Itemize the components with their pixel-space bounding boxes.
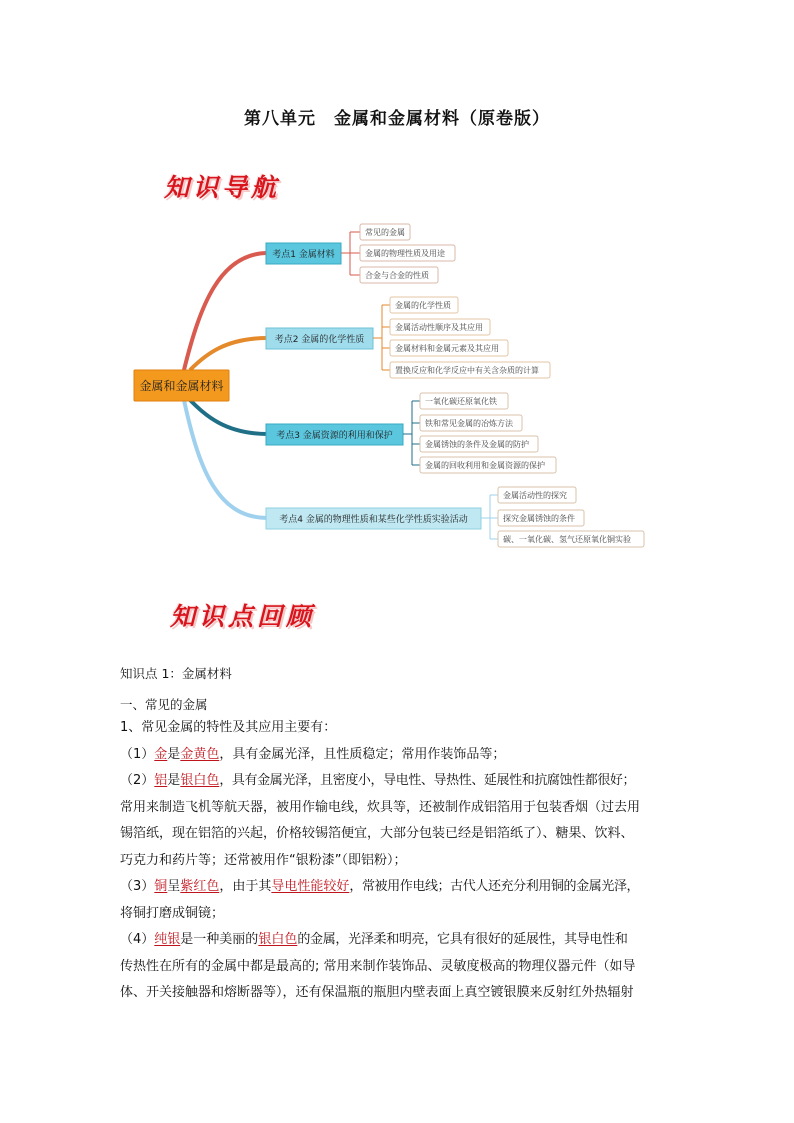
paragraph-line: 锡箔纸，现在铝箔的兴起，价格较锡箔便宜，大部分包装已经是铝箔纸了）、糖果、饮料、 bbox=[120, 826, 634, 841]
branch-connector-1 bbox=[184, 253, 268, 370]
highlight-term: 纯银 bbox=[154, 932, 181, 947]
branch-connector-4 bbox=[184, 400, 268, 518]
section-heading: 一、常见的金属 bbox=[120, 697, 208, 712]
subtopic-label: 金属材料和金属元素及其应用 bbox=[395, 344, 499, 353]
text-run: 是一种美丽的 bbox=[180, 932, 259, 947]
text-run: （1） bbox=[120, 746, 155, 762]
content-body bbox=[120, 715, 680, 1007]
subtopic-label: 铁和常见金属的冶炼方法 bbox=[425, 419, 513, 428]
highlight-term: 银白色 bbox=[180, 773, 220, 788]
subtopic-label: 碳、一氧化碳、氢气还原氧化铜实验 bbox=[503, 535, 631, 544]
paragraph-line: 常用来制造飞机等航天器，被用作输电线，炊具等，还被制作成铝箔用于包装香烟（过去用 bbox=[120, 799, 641, 815]
subtopic-label: 探究金属锈蚀的条件 bbox=[503, 514, 575, 523]
highlight-term: 紫红色 bbox=[180, 879, 220, 894]
text-run: 是 bbox=[167, 773, 181, 788]
highlight-term: 金黄色 bbox=[180, 746, 220, 762]
text-run: ，常被用作电线；古代人还充分利用铜的金属光泽， bbox=[349, 879, 640, 894]
highlight-term: 铝 bbox=[154, 773, 168, 788]
subtopic-label: 金属活动性顺序及其应用 bbox=[395, 323, 483, 332]
subtopic-label: 合金与合金的性质 bbox=[365, 271, 429, 280]
mind-map bbox=[0, 215, 794, 555]
subtopic-label: 常见的金属 bbox=[365, 228, 405, 237]
highlight-term: 金 bbox=[154, 746, 168, 762]
paragraph-silver bbox=[120, 927, 680, 954]
topic-label-3: 考点3 金属资源的利用和保护 bbox=[276, 431, 393, 441]
paragraph-line: 传热性在所有的金属中都是最高的; 常用来制作装饰品、灵敏度极高的物理仪器元件（如导 bbox=[120, 958, 636, 974]
paragraph-line: 将铜打磨成铜镜； bbox=[120, 905, 225, 921]
highlight-term: 铜 bbox=[154, 879, 168, 894]
text-run: （2） bbox=[120, 773, 155, 788]
text-run: 的金属，光泽柔和明亮，它具有很好的延展性，其导电性和 bbox=[297, 932, 628, 947]
intro-line: 1、常见金属的特性及其应用主要有： bbox=[120, 720, 337, 735]
topic-label-4: 考点4 金属的物理性质和某些化学性质实验活动 bbox=[279, 515, 468, 525]
text-run: （4） bbox=[120, 932, 155, 947]
paragraph-copper bbox=[120, 874, 680, 901]
paragraph-aluminum bbox=[120, 768, 680, 795]
subtopic-label: 置换反应和化学反应中有关含杂质的计算 bbox=[395, 366, 539, 375]
knowledge-review-banner: 知识点回顾 bbox=[170, 602, 316, 631]
subtopic-label: 金属的化学性质 bbox=[395, 301, 451, 310]
subtopic-label: 金属锈蚀的条件及金属的防护 bbox=[425, 440, 529, 449]
paragraph-line: 巧克力和药片等；还常被用作“银粉漆”（即铝粉）； bbox=[120, 852, 407, 868]
knowledge-point-heading: 知识点 1：金属材料 bbox=[120, 666, 232, 681]
text-run: 呈 bbox=[167, 879, 181, 894]
topic-label-2: 考点2 金属的化学性质 bbox=[274, 335, 365, 345]
text-run: ，由于其 bbox=[219, 879, 272, 894]
paragraph-gold bbox=[120, 742, 680, 769]
text-run: ，具有金属光泽，且密度小，导电性、导热性、延展性和抗腐蚀性都很好； bbox=[219, 773, 636, 788]
text-run: ，具有金属光泽，且性质稳定；常用作装饰品等； bbox=[219, 746, 506, 762]
knowledge-navigation-banner: 知识导航 bbox=[164, 173, 281, 202]
branch-connector-2 bbox=[190, 338, 268, 370]
text-run: （3） bbox=[120, 879, 155, 894]
paragraph-line: 体、开关接触器和熔断器等），还有保温瓶的瓶胆内壁表面上真空镀银膜来反射红外热辐射 bbox=[120, 985, 634, 1000]
highlight-term: 银白色 bbox=[258, 932, 298, 947]
topic-label-1: 考点1 金属材料 bbox=[272, 250, 335, 260]
mindmap-root-label: 金属和金属材料 bbox=[139, 379, 224, 393]
highlight-term: 导电性能较好 bbox=[271, 879, 350, 894]
page-title: 第八单元 金属和金属材料（原卷版） bbox=[244, 109, 550, 129]
subtopic-label: 金属的物理性质及用途 bbox=[365, 249, 445, 258]
subtopic-label: 金属的回收利用和金属资源的保护 bbox=[425, 461, 545, 470]
subtopic-label: 一氧化碳还原氧化铁 bbox=[425, 397, 497, 406]
subtopic-label: 金属活动性的探究 bbox=[503, 491, 567, 500]
branch-connector-3 bbox=[190, 400, 268, 434]
text-run: 是 bbox=[167, 746, 181, 762]
